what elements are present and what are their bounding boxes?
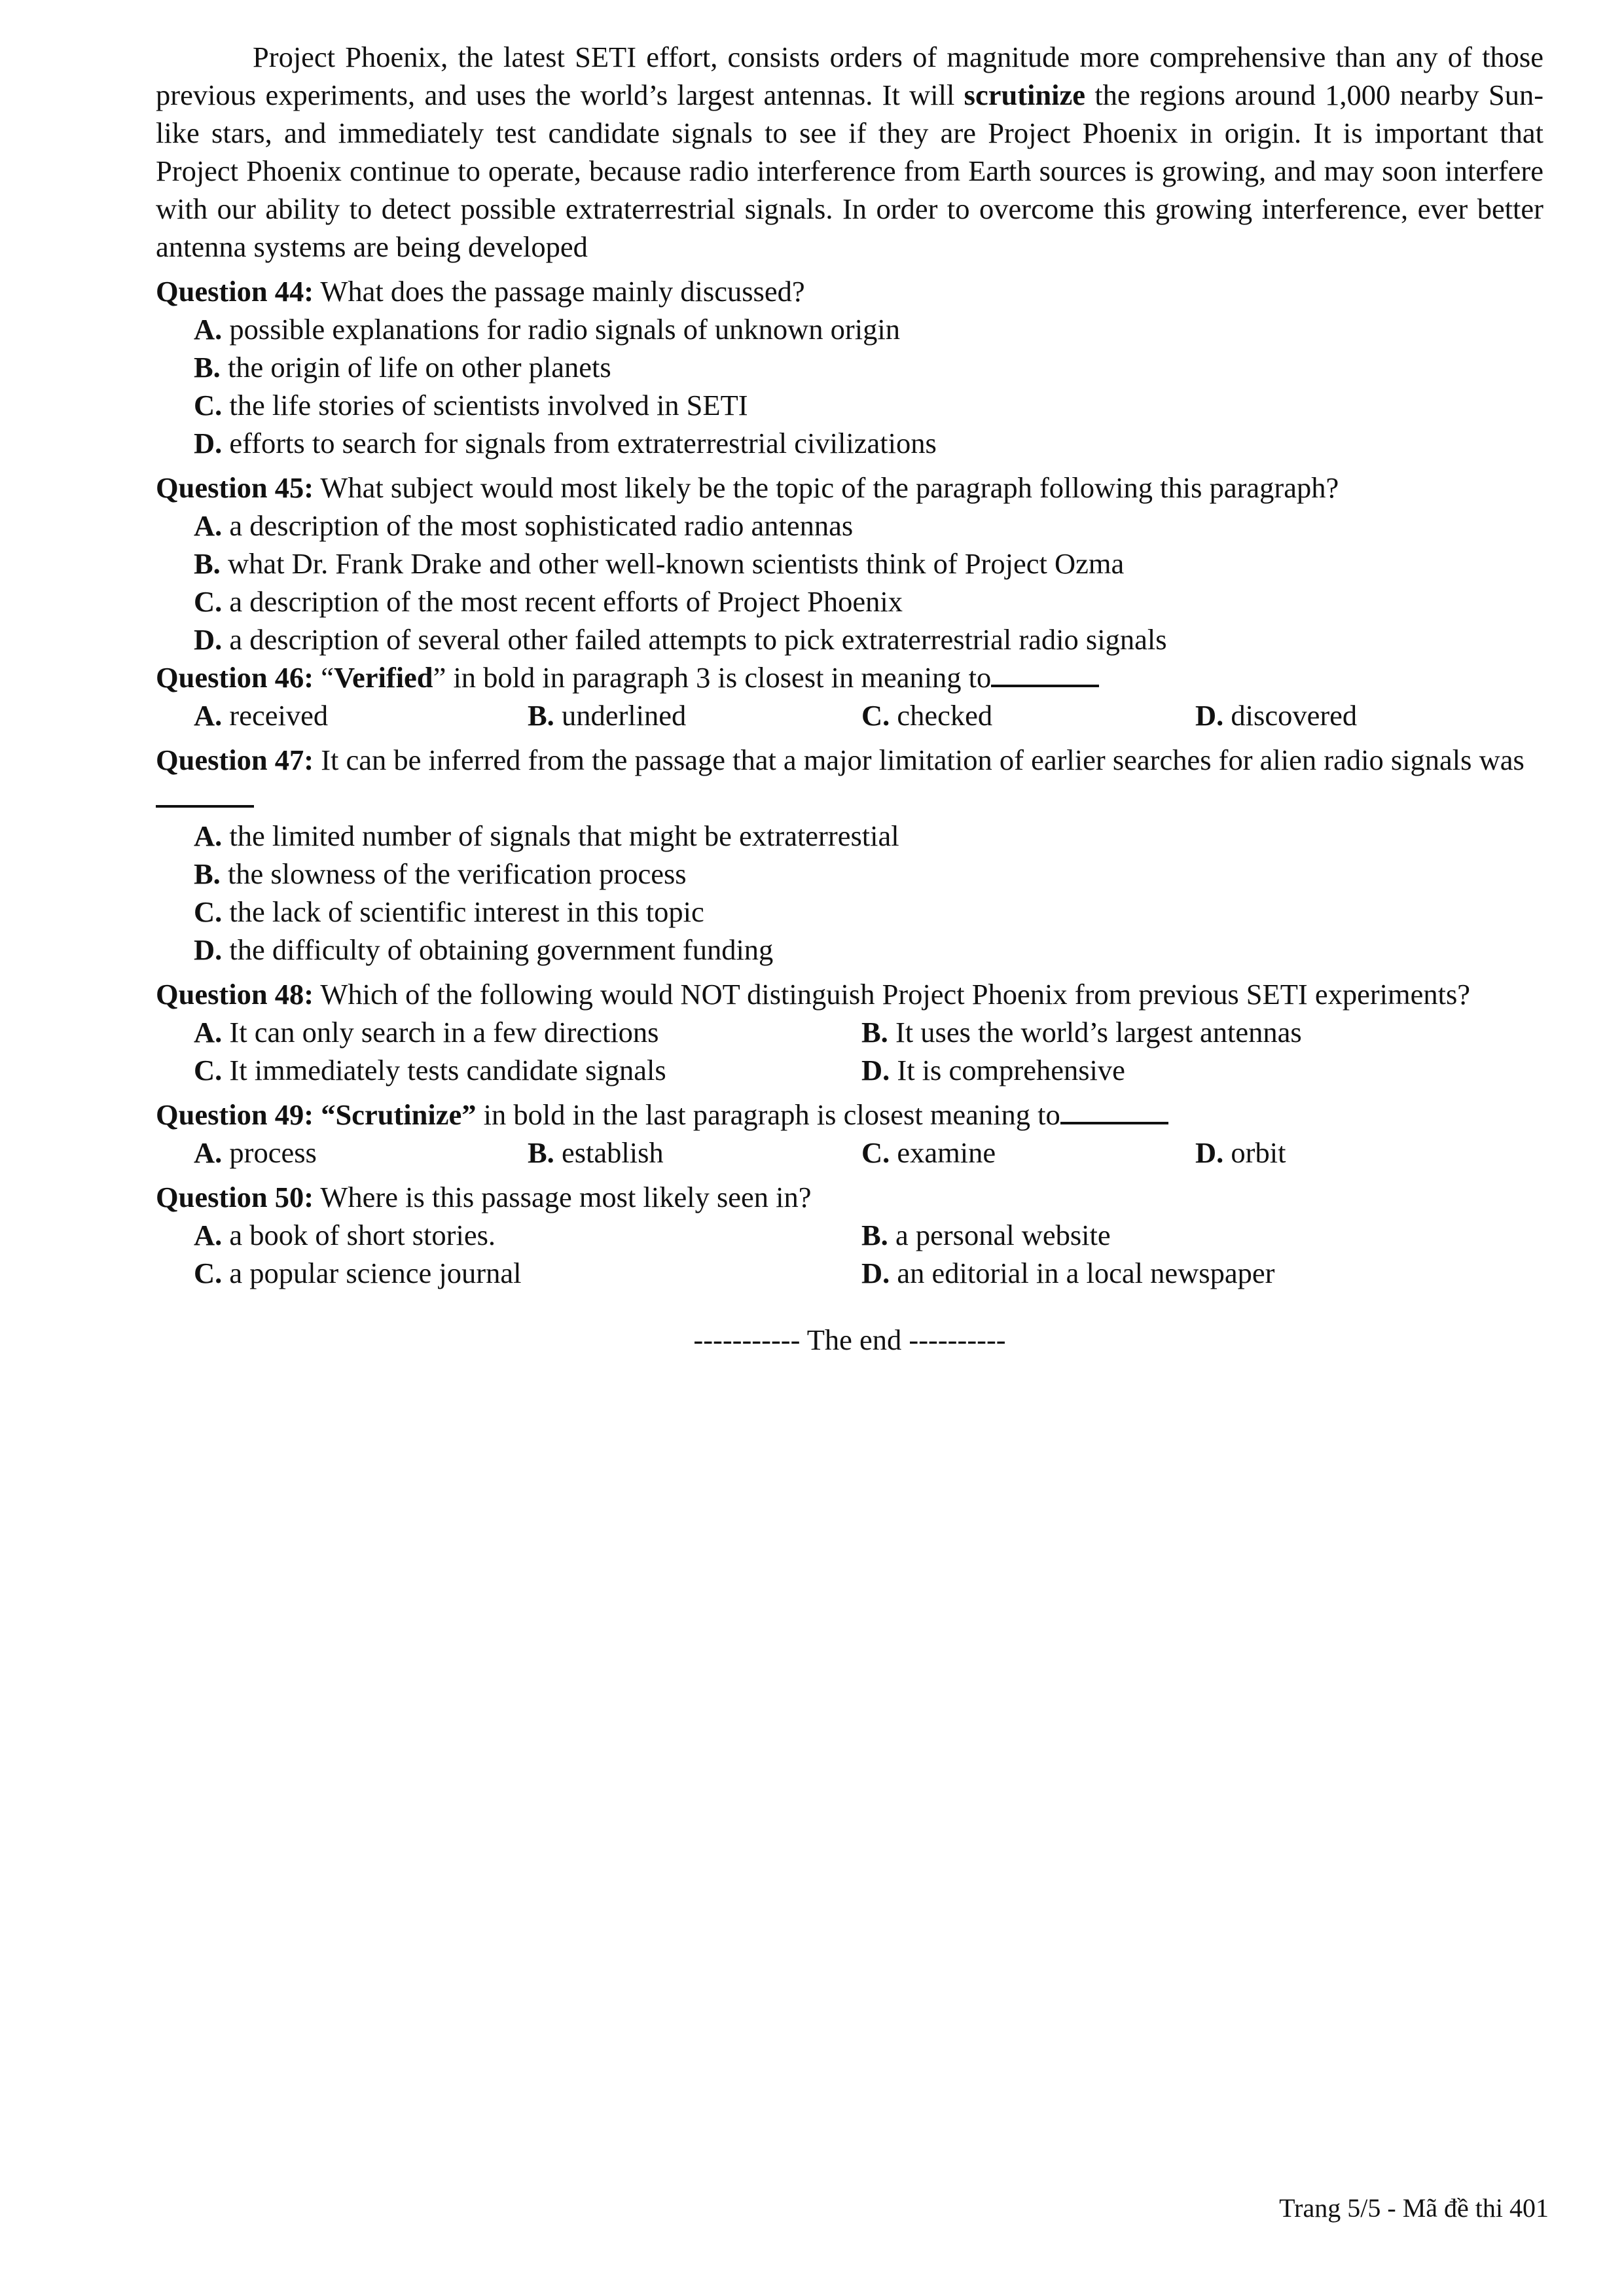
option-d <box>156 424 1543 462</box>
option-text: a description of several other failed attempts to pick extraterrestrial radio signals <box>222 623 1167 656</box>
option-d <box>861 1051 1529 1089</box>
question-label: Question 49: <box>156 1098 314 1131</box>
option-a <box>194 1134 528 1172</box>
option-letter: A. <box>194 819 223 852</box>
option-text: the slowness of the verification process <box>220 857 687 890</box>
question-label: Question 44: <box>156 275 314 308</box>
question-label: Question 50: <box>156 1181 314 1213</box>
question-text: What subject would most likely be the topic of the paragraph following this paragraph? <box>314 471 1339 504</box>
option-c <box>156 893 1543 931</box>
option-a <box>194 1216 861 1254</box>
options-grid <box>156 1216 1543 1292</box>
option-text: a book of short stories. <box>222 1219 496 1251</box>
option-b <box>861 1216 1529 1254</box>
question-label: Question 48: <box>156 978 314 1011</box>
option-text: It uses the world’s largest antennas <box>888 1016 1302 1049</box>
option-letter: B. <box>861 1016 888 1049</box>
answer-blank <box>156 779 254 808</box>
question-48 <box>156 975 1543 1089</box>
option-b <box>861 1013 1529 1051</box>
option-letter: B. <box>528 1136 554 1169</box>
option-a <box>194 696 528 734</box>
option-text: the life stories of scientists involved in SETI <box>222 389 748 422</box>
option-text: discovered <box>1223 699 1358 732</box>
option-letter: B. <box>194 547 221 580</box>
the-end-marker: ----------- The end ---------- <box>693 1323 1006 1356</box>
page-footer: Trang 5/5 - Mã đề thi 401 <box>1279 2193 1549 2223</box>
option-letter: D. <box>194 933 223 966</box>
option-text: a personal website <box>888 1219 1111 1251</box>
option-d <box>156 931 1543 969</box>
passage-bold-word: scrutinize <box>964 79 1086 111</box>
option-text: a description of the most sophisticated radio antennas <box>222 509 854 542</box>
option-c <box>156 583 1543 620</box>
answer-blank <box>1060 1096 1168 1124</box>
option-text: It is comprehensive <box>890 1054 1125 1086</box>
options-row <box>156 1134 1543 1172</box>
option-text: process <box>222 1136 317 1169</box>
option-letter: B. <box>194 351 221 384</box>
question-bold-word: “Scrutinize” <box>314 1098 477 1131</box>
option-c <box>156 386 1543 424</box>
question-label: Question 47: <box>156 744 314 776</box>
option-text: the limited number of signals that might be extraterrestial <box>222 819 899 852</box>
option-c <box>194 1051 861 1089</box>
option-a <box>156 310 1543 348</box>
question-45 <box>156 469 1543 658</box>
question-text: ” in bold in paragraph 3 is closest in meaning to <box>433 661 992 694</box>
answer-blank <box>991 658 1099 687</box>
passage-text-2: the regions around 1,000 nearby Sun-like stars, and immediately test candidate signals to see if they are Project Phoenix in origin. It is important that Project Phoenix continue to operate, because radio interference from Earth sources is growing, and may soon interfere with our ability to detect possible extraterrestrial signals. In order to overcome this growing interference, ever better antenna systems are being developed <box>156 79 1544 263</box>
passage-text-1: Project Phoenix, the latest SETI effort, consists orders of magnitude more comprehensive than any of those previous experiments, and uses the world’s largest antennas. It will <box>156 41 1543 111</box>
question-label: Question 45: <box>156 471 314 504</box>
question-49 <box>156 1096 1543 1172</box>
option-letter: A. <box>194 699 223 732</box>
option-letter: D. <box>861 1054 890 1086</box>
option-letter: C. <box>194 1257 223 1289</box>
question-text: Which of the following would NOT distinguish Project Phoenix from previous SETI experiments? <box>314 978 1471 1011</box>
option-text: efforts to search for signals from extraterrestrial civilizations <box>222 427 937 459</box>
option-letter: D. <box>1195 1136 1224 1169</box>
exam-page <box>156 38 1543 1388</box>
question-47 <box>156 741 1543 969</box>
option-letter: C. <box>194 895 223 928</box>
option-letter: B. <box>194 857 221 890</box>
option-letter: B. <box>528 699 554 732</box>
option-letter: D. <box>194 623 223 656</box>
option-b <box>156 348 1543 386</box>
option-letter: C. <box>194 389 223 422</box>
option-text: received <box>222 699 329 732</box>
option-letter: C. <box>861 699 890 732</box>
option-a <box>156 507 1543 545</box>
option-text: examine <box>890 1136 996 1169</box>
option-d <box>1195 696 1529 734</box>
option-letter: A. <box>194 509 223 542</box>
question-44 <box>156 272 1543 462</box>
options-row <box>156 696 1543 734</box>
question-46 <box>156 658 1543 734</box>
option-letter: A. <box>194 1016 223 1049</box>
option-text: a description of the most recent efforts of Project Phoenix <box>222 585 903 618</box>
option-text: possible explanations for radio signals of unknown origin <box>222 313 900 346</box>
option-text: underlined <box>554 699 687 732</box>
option-text: an editorial in a local newspaper <box>890 1257 1275 1289</box>
option-text: orbit <box>1223 1136 1286 1169</box>
option-c <box>861 1134 1195 1172</box>
option-c <box>861 696 1195 734</box>
option-a <box>156 817 1543 855</box>
option-letter: D. <box>861 1257 890 1289</box>
option-d <box>156 620 1543 658</box>
option-text: a popular science journal <box>222 1257 522 1289</box>
option-letter: B. <box>861 1219 888 1251</box>
option-d <box>1195 1134 1529 1172</box>
option-b <box>528 696 861 734</box>
question-text: in bold in the last paragraph is closest meaning to <box>476 1098 1060 1131</box>
option-letter: D. <box>1195 699 1224 732</box>
option-text: the origin of life on other planets <box>220 351 611 384</box>
option-c <box>194 1254 861 1292</box>
option-letter: D. <box>194 427 223 459</box>
question-text: Where is this passage most likely seen in? <box>314 1181 812 1213</box>
option-letter: C. <box>861 1136 890 1169</box>
option-text: what Dr. Frank Drake and other well-known scientists think of Project Ozma <box>220 547 1125 580</box>
option-letter: A. <box>194 313 223 346</box>
option-letter: C. <box>194 1054 223 1086</box>
option-text: the lack of scientific interest in this topic <box>222 895 704 928</box>
option-letter: C. <box>194 585 223 618</box>
option-text: establish <box>554 1136 664 1169</box>
question-bold-word: Verified <box>333 661 433 694</box>
question-quote: “ <box>314 661 334 694</box>
option-b <box>156 545 1543 583</box>
question-label: Question 46: <box>156 661 314 694</box>
question-text: It can be inferred from the passage that a major limitation of earlier searches for alien radio signals was <box>314 744 1525 776</box>
option-b <box>528 1134 861 1172</box>
reading-passage <box>156 38 1543 266</box>
question-text: What does the passage mainly discussed? <box>314 275 805 308</box>
option-text: the difficulty of obtaining government funding <box>222 933 774 966</box>
options-grid <box>156 1013 1543 1089</box>
option-d <box>861 1254 1529 1292</box>
option-letter: A. <box>194 1219 223 1251</box>
option-text: It can only search in a few directions <box>222 1016 659 1049</box>
question-50 <box>156 1178 1543 1292</box>
option-b <box>156 855 1543 893</box>
option-letter: A. <box>194 1136 223 1169</box>
option-text: checked <box>890 699 993 732</box>
option-text: It immediately tests candidate signals <box>222 1054 666 1086</box>
option-a <box>194 1013 861 1051</box>
